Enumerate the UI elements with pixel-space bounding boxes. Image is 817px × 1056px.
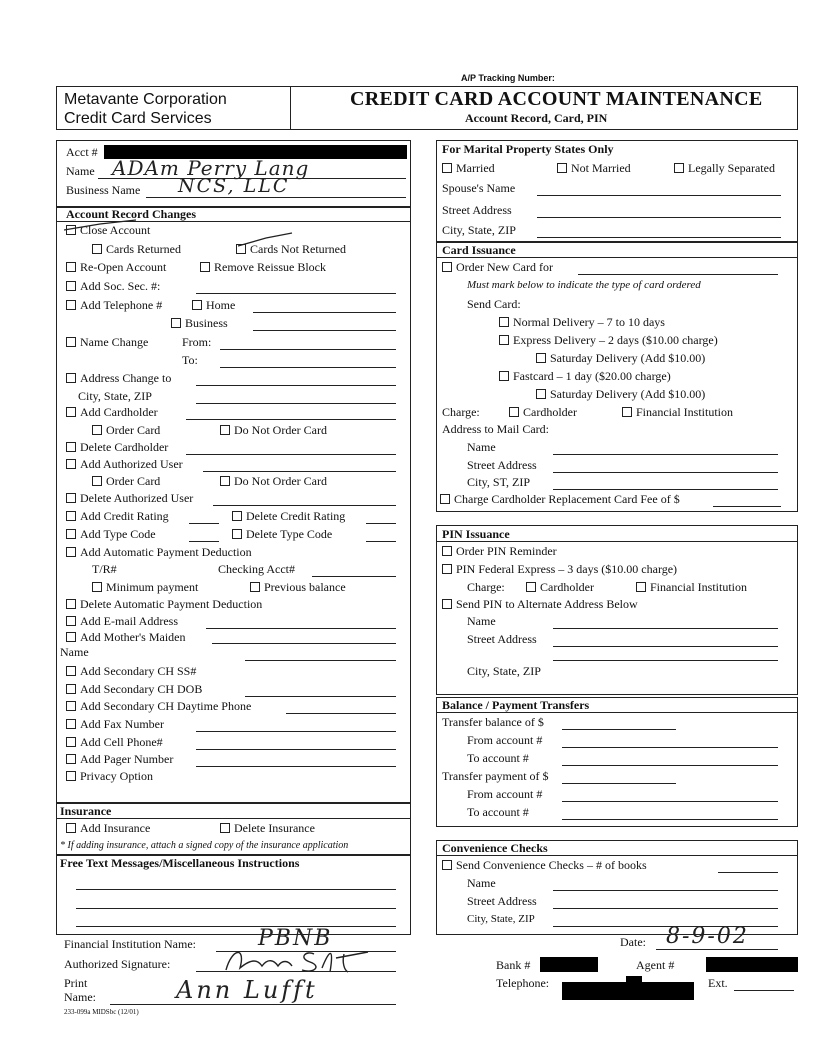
delete-credit-rating-line[interactable] (366, 523, 396, 524)
cards-returned-checkbox[interactable] (92, 244, 102, 254)
from-account-line-2[interactable] (562, 801, 778, 802)
pin-name-label: Name (467, 614, 496, 628)
delete-auto-payment-label: Delete Automatic Payment Deduction (80, 597, 263, 611)
form-subtitle: Account Record, Card, PIN (465, 111, 608, 125)
add-credit-rating-label: Add Credit Rating (80, 509, 169, 523)
date-value: 8-9-02 (666, 924, 749, 949)
send-checks-checkbox[interactable] (442, 860, 452, 870)
mail-street-line[interactable] (553, 472, 778, 473)
order-new-card-label: Order New Card for (456, 260, 553, 274)
order-card-option-2[interactable] (92, 474, 160, 488)
mail-street-label: Street Address (467, 458, 537, 472)
minimum-payment-checkbox[interactable] (92, 582, 102, 592)
pin-charge-label: Charge: (467, 580, 505, 594)
order-card-checkbox[interactable] (92, 425, 102, 435)
do-not-order-option[interactable] (220, 423, 327, 437)
express-delivery-checkbox[interactable] (499, 335, 509, 345)
address-change-line[interactable] (196, 385, 396, 386)
remove-reissue-label: Remove Reissue Block (214, 260, 326, 274)
cell-line[interactable] (196, 749, 396, 750)
privacy-option[interactable] (66, 769, 153, 783)
send-card-label: Send Card: (467, 297, 521, 311)
delete-credit-rating-label: Delete Credit Rating (246, 509, 346, 523)
delete-type-code-label: Delete Type Code (246, 527, 333, 541)
add-sec-phone-label: Add Secondary CH Daytime Phone (80, 699, 252, 713)
cards-returned-label: Cards Returned (106, 242, 181, 256)
to-account-label-2: To account # (467, 805, 529, 819)
transfers-title: Balance / Payment Transfers (442, 698, 590, 712)
print-name-value: Ann Lufft (176, 976, 318, 1004)
card-charge-cardholder-label: Cardholder (523, 405, 577, 419)
add-email-checkbox[interactable] (66, 616, 76, 626)
agent-label: Agent # (636, 958, 675, 972)
transfer-balance-label: Transfer balance of $ (442, 715, 544, 729)
to-line[interactable] (220, 367, 396, 368)
address-change-option[interactable] (66, 371, 171, 385)
city-state-zip-line[interactable] (196, 403, 396, 404)
close-account-mark (60, 218, 140, 232)
add-type-code-checkbox[interactable] (66, 529, 76, 539)
fax-line[interactable] (196, 731, 396, 732)
add-sec-dob-option[interactable] (66, 682, 202, 696)
replacement-fee-option[interactable] (440, 492, 680, 506)
to-account-line[interactable] (562, 765, 778, 766)
books-line[interactable] (718, 872, 778, 873)
mail-city-label: City, ST, ZIP (467, 475, 531, 489)
not-married-label: Not Married (571, 161, 631, 175)
maiden-name-word: Name (60, 645, 89, 659)
do-not-order-label-2: Do Not Order Card (234, 474, 327, 488)
add-sec-ssn-checkbox[interactable] (66, 666, 76, 676)
business-phone-option[interactable] (171, 316, 228, 330)
pin-name-line[interactable] (553, 628, 778, 629)
order-card-label-2: Order Card (106, 474, 161, 488)
add-credit-rating-option[interactable] (66, 509, 169, 523)
replacement-fee-checkbox[interactable] (440, 494, 450, 504)
delete-auto-payment-checkbox[interactable] (66, 599, 76, 609)
cards-returned-option[interactable] (92, 242, 181, 256)
header-divider (290, 86, 291, 130)
previous-balance-option[interactable] (250, 580, 346, 594)
free-text-line-1[interactable] (76, 889, 396, 890)
do-not-order-checkbox-2[interactable] (220, 476, 230, 486)
bank-redaction (540, 957, 598, 972)
add-auth-user-label: Add Authorized User (80, 457, 183, 471)
add-auto-payment-checkbox[interactable] (66, 547, 76, 557)
business-name-line (146, 197, 406, 198)
married-label: Married (456, 161, 495, 175)
address-change-checkbox[interactable] (66, 373, 76, 383)
print-label: Print (64, 976, 88, 990)
order-new-card-line[interactable] (578, 274, 778, 275)
telephone-redaction-top (626, 976, 642, 984)
privacy-label: Privacy Option (80, 769, 153, 783)
pager-line[interactable] (196, 766, 396, 767)
form-title: CREDIT CARD ACCOUNT MAINTENANCE (350, 88, 763, 110)
mail-city-line[interactable] (553, 489, 778, 490)
date-label: Date: (620, 935, 646, 949)
saturday-delivery-label-2: Saturday Delivery (Add $10.00) (550, 387, 706, 401)
marital-street-line[interactable] (537, 217, 781, 218)
saturday-delivery-label-1: Saturday Delivery (Add $10.00) (550, 351, 706, 365)
add-cardholder-label: Add Cardholder (80, 405, 158, 419)
add-fax-checkbox[interactable] (66, 719, 76, 729)
ext-line (734, 990, 794, 991)
add-cardholder-line[interactable] (186, 419, 396, 420)
add-sec-dob-label: Add Secondary CH DOB (80, 682, 203, 696)
name-change-option[interactable] (66, 335, 148, 349)
department-name: Credit Card Services (64, 110, 212, 127)
delete-cardholder-label: Delete Cardholder (80, 440, 169, 454)
normal-delivery-checkbox[interactable] (499, 317, 509, 327)
insurance-divider (56, 818, 411, 819)
pin-city-line[interactable] (553, 660, 778, 661)
account-changes-title: Account Record Changes (66, 207, 196, 221)
home-phone-line[interactable] (253, 312, 396, 313)
add-sec-phone-option[interactable] (66, 699, 251, 713)
pin-charge-fi-label: Financial Institution (650, 580, 747, 594)
replacement-fee-line[interactable] (713, 506, 781, 507)
delete-type-code-checkbox[interactable] (232, 529, 242, 539)
maiden-line[interactable] (212, 643, 396, 644)
credit-rating-line[interactable] (189, 523, 219, 524)
order-new-card-checkbox[interactable] (442, 262, 452, 272)
card-charge-fi-label: Financial Institution (636, 405, 733, 419)
agent-redaction (706, 957, 798, 972)
name-label: Name (66, 164, 95, 178)
reopen-label: Re-Open Account (80, 260, 167, 274)
insurance-note: * If adding insurance, attach a signed copy of the insurance application (60, 840, 349, 851)
replacement-fee-label: Charge Cardholder Replacement Card Fee of $ (454, 492, 680, 506)
mail-name-line[interactable] (553, 454, 778, 455)
checking-acct-label: Checking Acct# (218, 562, 295, 576)
add-auto-payment-option[interactable] (66, 545, 252, 559)
add-sec-phone-checkbox[interactable] (66, 701, 76, 711)
type-code-line[interactable] (189, 541, 219, 542)
sec-dob-line[interactable] (245, 696, 396, 697)
delete-auth-user-label: Delete Authorized User (80, 491, 194, 505)
pin-street-line[interactable] (553, 646, 778, 647)
pin-reminder-option[interactable] (442, 544, 557, 558)
married-option[interactable] (442, 161, 495, 175)
from-line[interactable] (220, 349, 396, 350)
do-not-order-option-2[interactable] (220, 474, 327, 488)
order-card-option[interactable] (92, 423, 160, 437)
married-checkbox[interactable] (442, 163, 452, 173)
pin-charge-cardholder-checkbox[interactable] (526, 582, 536, 592)
to-account-line-2[interactable] (562, 819, 778, 820)
free-text-title: Free Text Messages/Miscellaneous Instructions (60, 856, 300, 870)
close-account-label: Close Account (80, 223, 151, 237)
add-cell-label: Add Cell Phone# (80, 735, 163, 749)
delete-insurance-label: Delete Insurance (234, 821, 315, 835)
sec-phone-line[interactable] (286, 713, 396, 714)
add-cardholder-option[interactable] (66, 405, 158, 419)
checks-divider (436, 855, 798, 856)
marital-city-line[interactable] (537, 237, 781, 238)
checks-street-label: Street Address (467, 894, 537, 908)
add-auth-user-line[interactable] (203, 471, 396, 472)
from-label: From: (182, 335, 212, 349)
free-text-line-3[interactable] (76, 926, 396, 927)
add-fax-label: Add Fax Number (80, 717, 164, 731)
do-not-order-checkbox[interactable] (220, 425, 230, 435)
saturday-delivery-checkbox-1[interactable] (536, 353, 546, 363)
business-phone-label: Business (185, 316, 228, 330)
add-auth-user-option[interactable] (66, 457, 183, 471)
transfers-divider (436, 712, 798, 713)
reopen-option[interactable] (66, 260, 166, 274)
saturday-delivery-option-2[interactable] (536, 387, 705, 401)
transfer-payment-label: Transfer payment of $ (442, 769, 549, 783)
add-ssn-option[interactable] (66, 279, 160, 293)
checks-name-line[interactable] (553, 890, 778, 891)
delete-auto-payment-option[interactable] (66, 597, 262, 611)
pin-fedex-option[interactable] (442, 562, 677, 576)
pin-alt-address-checkbox[interactable] (442, 599, 452, 609)
pin-charge-fi-option[interactable] (636, 580, 747, 594)
ext-label: Ext. (708, 976, 728, 990)
marital-city-label: City, State, ZIP (442, 223, 516, 237)
order-new-card-option[interactable] (442, 260, 553, 274)
add-email-option[interactable] (66, 614, 178, 628)
normal-delivery-option[interactable] (499, 315, 665, 329)
separated-checkbox[interactable] (674, 163, 684, 173)
delete-auth-user-checkbox[interactable] (66, 493, 76, 503)
ap-tracking-label: A/P Tracking Number: (461, 73, 555, 83)
order-card-label: Order Card (106, 423, 161, 437)
send-checks-option[interactable] (442, 858, 647, 872)
add-sec-ssn-option[interactable] (66, 664, 196, 678)
date-line (656, 949, 778, 950)
delete-type-code-option[interactable] (232, 527, 332, 541)
express-delivery-option[interactable] (499, 333, 718, 347)
home-checkbox[interactable] (192, 300, 202, 310)
separated-option[interactable] (674, 161, 775, 175)
send-checks-label: Send Convenience Checks – # of books (456, 858, 647, 872)
from-account-label-2: From account # (467, 787, 543, 801)
add-pager-option[interactable] (66, 752, 173, 766)
pin-fedex-label: PIN Federal Express – 3 days ($10.00 charge) (456, 562, 678, 576)
card-charge-fi-checkbox[interactable] (622, 407, 632, 417)
insurance-title: Insurance (60, 804, 112, 818)
previous-balance-label: Previous balance (264, 580, 346, 594)
pin-reminder-label: Order PIN Reminder (456, 544, 557, 558)
add-type-code-label: Add Type Code (80, 527, 156, 541)
add-pager-checkbox[interactable] (66, 754, 76, 764)
add-phone-label: Add Telephone # (80, 298, 163, 312)
print-name-label: Name: (64, 990, 96, 1004)
to-label: To: (182, 353, 198, 367)
card-issuance-title: Card Issuance (442, 243, 516, 257)
marital-title: For Marital Property States Only (442, 142, 614, 156)
telephone-redaction (562, 982, 694, 1000)
order-card-checkbox-2[interactable] (92, 476, 102, 486)
add-cardholder-checkbox[interactable] (66, 407, 76, 417)
add-phone-checkbox[interactable] (66, 300, 76, 310)
auth-sig-line (196, 971, 396, 972)
add-insurance-label: Add Insurance (80, 821, 151, 835)
saturday-delivery-option-1[interactable] (536, 351, 705, 365)
ssn-line[interactable] (196, 293, 396, 294)
telephone-label: Telephone: (496, 976, 550, 990)
bank-label: Bank # (496, 958, 531, 972)
name-change-checkbox[interactable] (66, 337, 76, 347)
remove-reissue-checkbox[interactable] (200, 262, 210, 272)
card-issuance-divider (436, 257, 798, 258)
business-phone-line[interactable] (253, 330, 396, 331)
transfer-balance-line[interactable] (562, 729, 676, 730)
delete-cardholder-option[interactable] (66, 440, 168, 454)
minimum-payment-option[interactable] (92, 580, 198, 594)
add-fax-option[interactable] (66, 717, 164, 731)
print-name-line (110, 1004, 396, 1005)
delete-cardholder-line[interactable] (186, 454, 396, 455)
pin-alt-address-label: Send PIN to Alternate Address Below (456, 597, 638, 611)
pin-title: PIN Issuance (442, 527, 510, 541)
delete-auth-user-line[interactable] (213, 505, 396, 506)
home-label: Home (206, 298, 236, 312)
marital-street-label: Street Address (442, 203, 512, 217)
card-charge-label: Charge: (442, 405, 480, 419)
pin-charge-fi-checkbox[interactable] (636, 582, 646, 592)
separated-label: Legally Separated (688, 161, 775, 175)
checks-street-line[interactable] (553, 908, 778, 909)
free-text-line-2[interactable] (76, 908, 396, 909)
acct-label: Acct # (66, 145, 98, 159)
express-delivery-label: Express Delivery – 2 days ($10.00 charge) (513, 333, 718, 347)
delete-credit-rating-checkbox[interactable] (232, 511, 242, 521)
normal-delivery-label: Normal Delivery – 7 to 10 days (513, 315, 665, 329)
add-sec-dob-checkbox[interactable] (66, 684, 76, 694)
delete-insurance-option[interactable] (220, 821, 315, 835)
pin-alt-address-option[interactable] (442, 597, 638, 611)
spouse-name-line[interactable] (537, 195, 781, 196)
auth-sig-label: Authorized Signature: (64, 957, 171, 971)
fastcard-option[interactable] (499, 369, 671, 383)
fastcard-checkbox[interactable] (499, 371, 509, 381)
checks-title: Convenience Checks (442, 841, 548, 855)
fin-inst-label: Financial Institution Name: (64, 937, 196, 951)
from-account-label: From account # (467, 733, 543, 747)
cards-not-returned-label: Cards Not Returned (250, 242, 346, 256)
pin-fedex-checkbox[interactable] (442, 564, 452, 574)
form-code: 233-099a MIDSbc (12/01) (64, 1008, 139, 1016)
delete-auth-user-option[interactable] (66, 491, 193, 505)
add-phone-option[interactable] (66, 298, 162, 312)
add-maiden-label: Add Mother's Maiden (80, 630, 186, 644)
previous-balance-checkbox[interactable] (250, 582, 260, 592)
add-sec-ssn-label: Add Secondary CH SS# (80, 664, 197, 678)
delete-insurance-checkbox[interactable] (220, 823, 230, 833)
city-state-zip-label: City, State, ZIP (78, 389, 152, 403)
add-maiden-option[interactable] (66, 630, 185, 644)
add-insurance-option[interactable] (66, 821, 150, 835)
checking-acct-line[interactable] (312, 576, 396, 577)
add-cell-checkbox[interactable] (66, 737, 76, 747)
delete-type-code-line[interactable] (366, 541, 396, 542)
add-email-label: Add E-mail Address (80, 614, 178, 628)
card-charge-fi-option[interactable] (622, 405, 733, 419)
add-ssn-label: Add Soc. Sec. #: (80, 279, 161, 293)
pin-charge-cardholder-option[interactable] (526, 580, 594, 594)
add-maiden-checkbox[interactable] (66, 632, 76, 642)
name-change-label: Name Change (80, 335, 149, 349)
card-charge-cardholder-option[interactable] (509, 405, 577, 419)
sec-ssn-line[interactable] (245, 660, 396, 661)
mail-name-label: Name (467, 440, 496, 454)
pin-divider (436, 541, 798, 542)
minimum-payment-label: Minimum payment (106, 580, 199, 594)
business-name-value: NCS, LLC (178, 175, 290, 197)
add-pager-label: Add Pager Number (80, 752, 174, 766)
add-credit-rating-checkbox[interactable] (66, 511, 76, 521)
pin-street-label: Street Address (467, 632, 537, 646)
business-name-label: Business Name (66, 183, 141, 197)
not-married-checkbox[interactable] (557, 163, 567, 173)
fastcard-label: Fastcard – 1 day ($20.00 charge) (513, 369, 671, 383)
delete-credit-rating-option[interactable] (232, 509, 345, 523)
from-account-line[interactable] (562, 747, 778, 748)
to-account-label: To account # (467, 751, 529, 765)
remove-reissue-option[interactable] (200, 260, 326, 274)
saturday-delivery-checkbox-2[interactable] (536, 389, 546, 399)
add-ssn-checkbox[interactable] (66, 281, 76, 291)
address-change-label: Address Change to (80, 371, 172, 385)
pin-reminder-checkbox[interactable] (442, 546, 452, 556)
add-cell-option[interactable] (66, 735, 163, 749)
home-option[interactable] (192, 298, 235, 312)
reopen-checkbox[interactable] (66, 262, 76, 272)
privacy-checkbox[interactable] (66, 771, 76, 781)
address-to-mail-label: Address to Mail Card: (442, 422, 549, 436)
company-name: Metavante Corporation (64, 91, 227, 108)
pin-city-label: City, State, ZIP (467, 664, 541, 678)
add-insurance-checkbox[interactable] (66, 823, 76, 833)
card-charge-cardholder-checkbox[interactable] (509, 407, 519, 417)
name-value: ADAm Perry Lang (112, 156, 310, 180)
cards-not-returned-mark (236, 232, 296, 248)
transfer-payment-line[interactable] (562, 783, 676, 784)
add-type-code-option[interactable] (66, 527, 156, 541)
add-auto-payment-label: Add Automatic Payment Deduction (80, 545, 252, 559)
delete-cardholder-checkbox[interactable] (66, 442, 76, 452)
not-married-option[interactable] (557, 161, 631, 175)
email-line[interactable] (206, 628, 396, 629)
tr-label: T/R# (92, 562, 117, 576)
pin-charge-cardholder-label: Cardholder (540, 580, 594, 594)
checks-name-label: Name (467, 876, 496, 890)
checks-city-label: City, State, ZIP (467, 913, 535, 925)
spouse-name-label: Spouse's Name (442, 181, 516, 195)
do-not-order-label: Do Not Order Card (234, 423, 327, 437)
add-auth-user-checkbox[interactable] (66, 459, 76, 469)
fin-inst-value: PBNB (258, 926, 333, 951)
business-phone-checkbox[interactable] (171, 318, 181, 328)
must-mark-note: Must mark below to indicate the type of card ordered (467, 279, 701, 291)
